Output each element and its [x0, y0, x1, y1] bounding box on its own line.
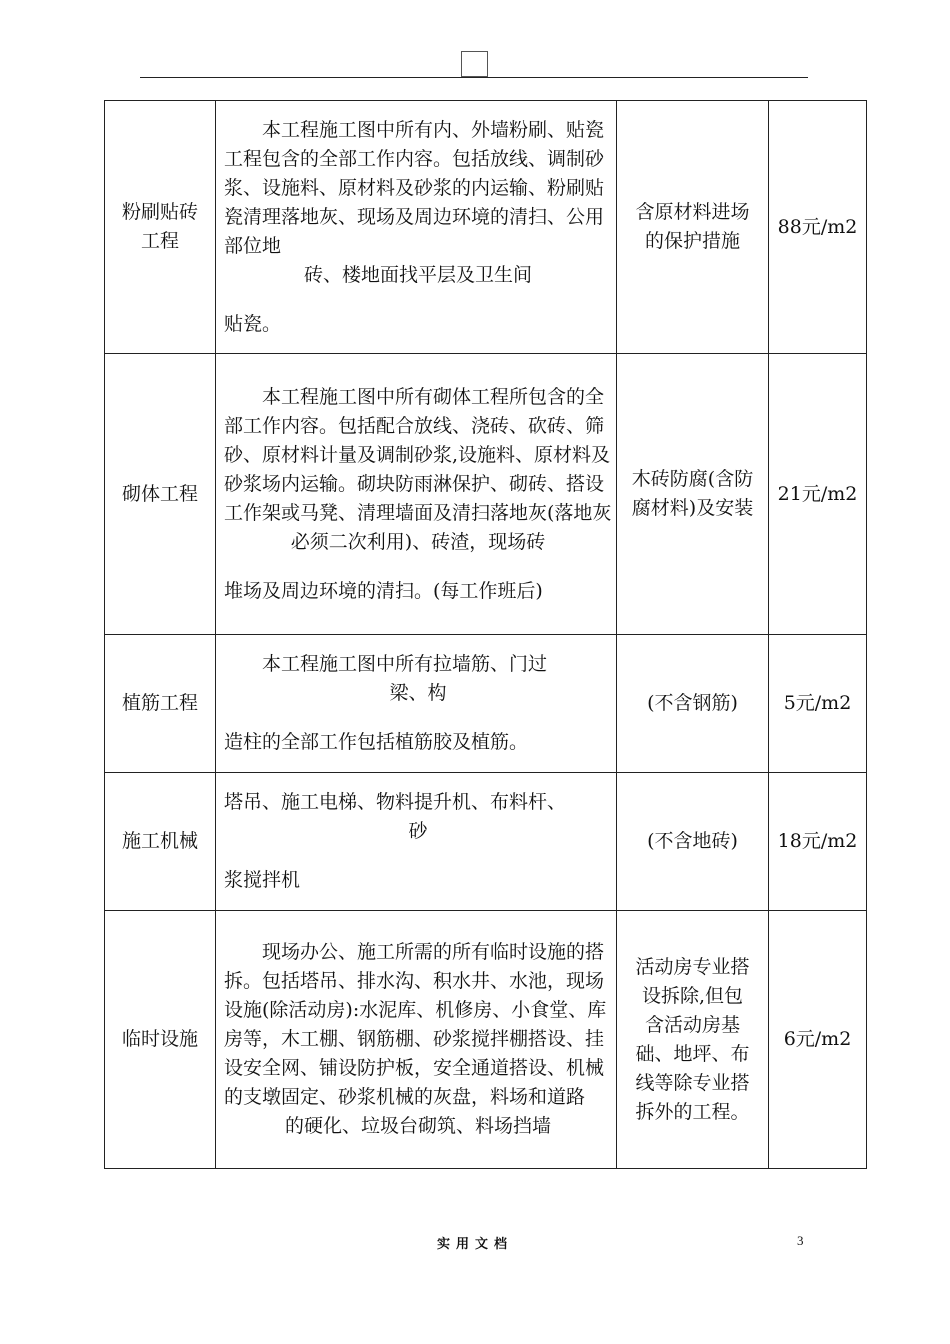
item-name: 施工机械 [105, 773, 216, 911]
item-name: 粉刷贴砖工程 [105, 101, 216, 354]
item-price: 5元/m2 [769, 635, 867, 773]
table-row [105, 101, 867, 354]
page-number: 3 [797, 1233, 804, 1248]
item-price: 6元/m2 [769, 911, 867, 1169]
item-note: 含原材料进场的保护措施 [617, 101, 769, 354]
item-note: (不含地砖) [617, 773, 769, 911]
item-price: 88元/m2 [769, 101, 867, 354]
footer-label: 实用文档 [436, 1237, 513, 1252]
table-row [105, 773, 867, 911]
item-note: 活动房专业搭设拆除,但包含活动房基础、地坪、布线等除专业搭拆外的工程。 [617, 911, 769, 1169]
item-description: 塔吊、施工电梯、物料提升机、布料杆、 砂 浆搅拌机 [216, 773, 617, 911]
table-row [105, 911, 867, 1169]
item-description: 本工程施工图中所有砌体工程所包含的全部工作内容。包括配合放线、浇砖、砍砖、筛砂、原材料计量及调制砂浆,设施料、原材料及砂浆场内运输。砌块防雨淋保护、砌砖、搭设工作架或马凳、清理墙面及清扫落地灰(落地灰 必须二次利用)、砖渣，现场砖 堆场及周边环境的清扫。(每工作班后) [216, 354, 617, 635]
header-box [461, 51, 488, 77]
work-price-table [104, 100, 867, 1169]
item-price: 21元/m2 [769, 354, 867, 635]
item-name: 砌体工程 [105, 354, 216, 635]
item-description: 现场办公、施工所需的所有临时设施的搭拆。包括塔吊、排水沟、积水井、水池，现场设施(除活动房):水泥库、机修房、小食堂、库房等，木工棚、钢筋棚、砂浆搅拌棚搭设、挂设安全网、铺设防护板，安全通道搭设、机械的支墩固定、砂浆机械的灰盘，料场和道路 的硬化、垃圾台砌筑、料场挡墙 [216, 911, 617, 1169]
header-rule [140, 77, 808, 78]
table-row [105, 635, 867, 773]
table-row [105, 354, 867, 635]
item-price: 18元/m2 [769, 773, 867, 911]
item-name: 临时设施 [105, 911, 216, 1169]
item-description: 本工程施工图中所有内、外墙粉刷、贴瓷工程包含的全部工作内容。包括放线、调制砂浆、设施料、原材料及砂浆的内运输、粉刷贴瓷清理落地灰、现场及周边环境的清扫、公用部位地 砖、楼地面找平层及卫生间 贴瓷。 [216, 101, 617, 354]
item-name: 植筋工程 [105, 635, 216, 773]
item-note: (不含钢筋) [617, 635, 769, 773]
item-description: 本工程施工图中所有拉墙筋、门过 梁、构 造柱的全部工作包括植筋胶及植筋。 [216, 635, 617, 773]
item-note: 木砖防腐(含防腐材料)及安装 [617, 354, 769, 635]
